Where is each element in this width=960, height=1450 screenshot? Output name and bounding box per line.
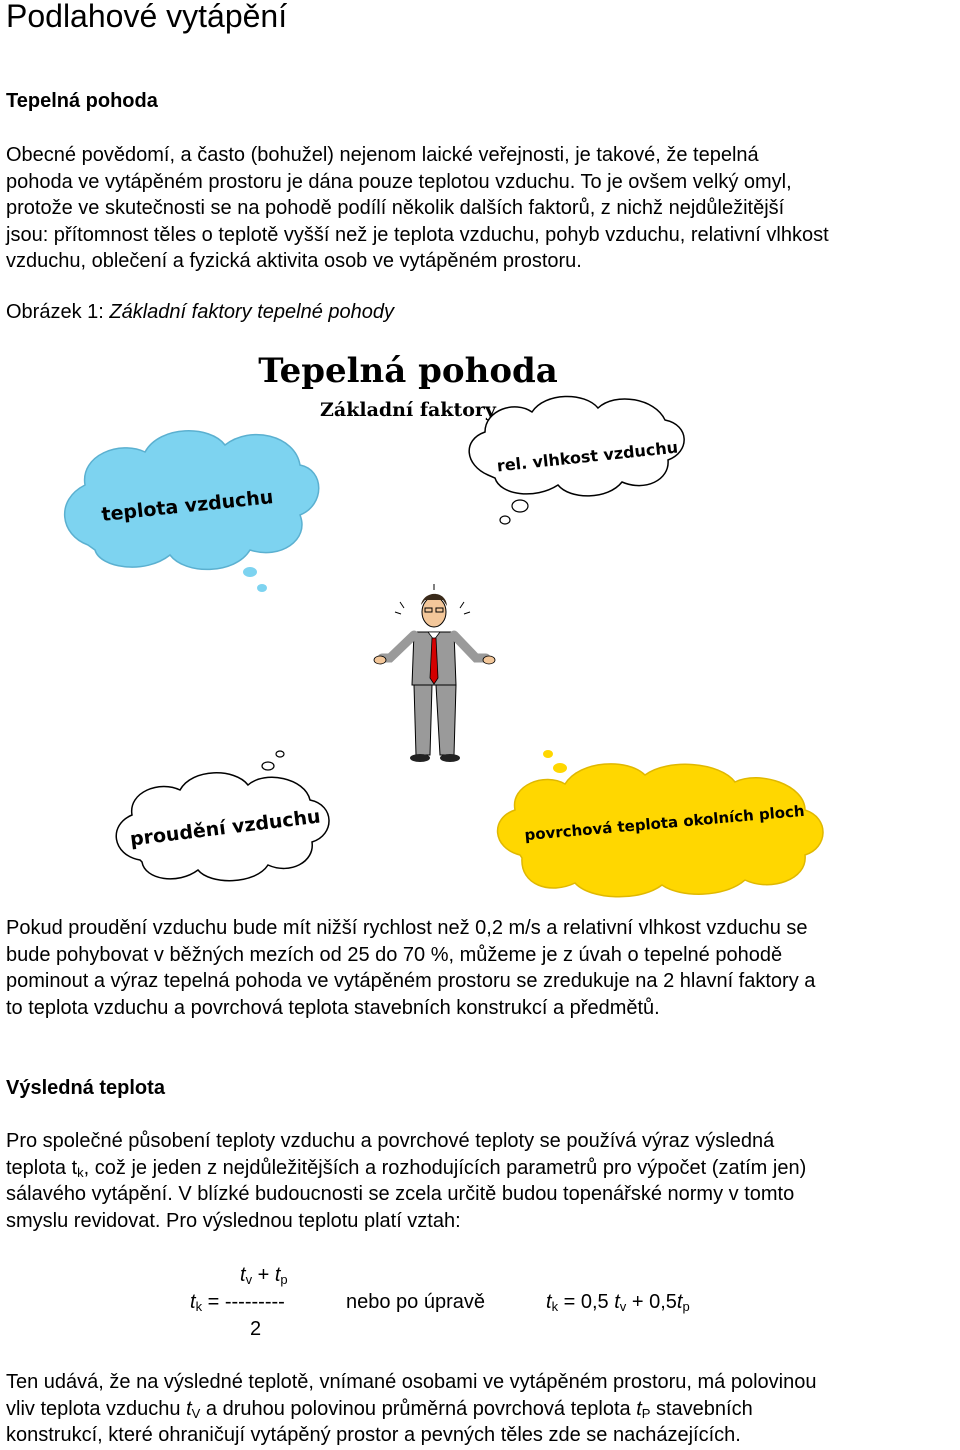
text-run: , což je jeden z nejdůležitějších a rozhodujících parametrů pro výpočet (zatím jen) — [83, 1156, 807, 1179]
figure-illustration — [0, 340, 960, 900]
formula-denominator: 2 — [250, 1318, 262, 1340]
page-title: Podlahové vytápění — [6, 0, 288, 34]
paragraph-line: protože ve skutečnosti se na pohodě podílí několik dalších faktorů, z nichž nejdůležitější — [6, 197, 785, 219]
caption-prefix: Obrázek 1: — [6, 301, 110, 323]
person-left-leg — [414, 685, 432, 755]
cloud-bubble — [500, 516, 510, 524]
airflow-paragraph — [6, 915, 956, 1021]
figure-title: Tepelná pohoda — [258, 351, 558, 391]
formula-block — [0, 1260, 960, 1350]
cloud-surface-temperature — [498, 750, 823, 897]
person-shoe — [410, 754, 430, 762]
cloud-label-air-temp: teplota vzduchu — [100, 486, 275, 526]
paragraph-line: to teplota vzduchu a povrchová teplota stavebních konstrukcí a předmětů. — [6, 996, 660, 1019]
cloud-bubble — [262, 762, 274, 770]
paragraph-line: vzduchu, oblečení a fyzická aktivita osob ve vytápěném prostoru. — [6, 250, 582, 272]
cloud-bubble — [512, 500, 528, 512]
formula-middle-text: nebo po úpravě — [346, 1291, 486, 1313]
person-hand — [374, 656, 386, 664]
cloud-label-airflow: proudění vzduchu — [128, 805, 322, 851]
cloud-bubble — [257, 584, 267, 592]
cloud-bubble — [543, 750, 553, 758]
cloud-relative-humidity — [469, 396, 684, 524]
cloud-bubble — [243, 567, 257, 577]
cloud-airflow — [116, 751, 329, 881]
person-shoe — [440, 754, 460, 762]
paragraph-line: Pokud proudění vzduchu bude mít nižší rychlost než 0,2 m/s a relativní vlhkost vzduchu se — [6, 917, 808, 939]
person-right-arm — [454, 635, 486, 658]
cloud-bubble — [276, 751, 284, 757]
section-heading-thermal-comfort: Tepelná pohoda — [6, 90, 158, 112]
caption-title: Základní faktory tepelné pohody — [109, 301, 395, 323]
figure-subtitle: Základní faktory — [320, 399, 496, 421]
person-left-arm — [382, 635, 414, 658]
paragraph-line: smyslu revidovat. Pro výslednou teplotu platí vztah: — [6, 1209, 461, 1232]
person-illustration — [374, 584, 495, 762]
paragraph-line — [6, 1155, 956, 1182]
section-heading-resulting-temperature: Výsledná teplota — [6, 1077, 165, 1099]
paragraph-line: Obecné povědomí, a často (bohužel) nejenom laické veřejnosti, je takové, že tepelná — [6, 144, 759, 166]
resulting-temp-paragraph — [6, 1128, 956, 1234]
cloud-air-temperature — [65, 431, 319, 592]
paragraph-line: bude pohybovat v běžných mezích od 25 do 70 %, můžeme je z úvah o tepelné pohodě — [6, 943, 783, 966]
cloud-bubble — [553, 763, 567, 773]
conclusion-paragraph — [6, 1369, 956, 1449]
figure-thermal-comfort — [0, 340, 960, 900]
intro-paragraph — [6, 142, 956, 275]
paragraph-line: pominout a výraz tepelná pohoda ve vytápěném prostoru se zredukuje na 2 hlavní faktory a — [6, 970, 816, 992]
paragraph-line: jsou: přítomnost těles o teplotě vyšší než je teplota vzduchu, pohyb vzduchu, relativní vlhkost — [6, 223, 829, 246]
text-run: teplota t — [6, 1156, 78, 1179]
cloud-label-humidity: rel. vlhkost vzduchu — [495, 437, 679, 476]
paragraph-line: sálavého vytápění. V blízké budoucnosti se zcela určitě budou topenářské normy v tomto — [6, 1183, 795, 1205]
person-hand — [483, 656, 495, 664]
figure-caption — [6, 301, 394, 324]
formula-rhs: $t_k = 0,5$ $t_v + 0,5t_p$ — [546, 1291, 690, 1314]
paragraph-line: Pro společné působení teploty vzduchu a povrchové teploty se používá výraz výsledná — [6, 1130, 775, 1152]
formula-numerator: $t_v + t_p$ — [240, 1264, 288, 1287]
subscript: k — [77, 1164, 84, 1180]
paragraph-line: vliv teplota vzduchu $t_V$ a druhou polovinou průměrná povrchová teplota $t_P$ stavebních — [6, 1397, 753, 1421]
person-right-leg — [436, 685, 456, 755]
formula-lhs: $t_k$ = --------- — [190, 1291, 285, 1314]
paragraph-line: Ten udává, že na výsledné teplotě, vnímané osobami ve vytápěném prostoru, má polovinou — [6, 1371, 817, 1393]
paragraph-line: konstrukcí, které ohraničují vytápěný prostor a pevných těles zde se nacházejících. — [6, 1424, 741, 1446]
cloud-label-surface-temp: povrchová teplota okolních ploch — [523, 801, 806, 845]
paragraph-line: pohoda ve vytápěném prostoru je dána pouze teplotou vzduchu. To je ovšem velký omyl, — [6, 170, 792, 193]
